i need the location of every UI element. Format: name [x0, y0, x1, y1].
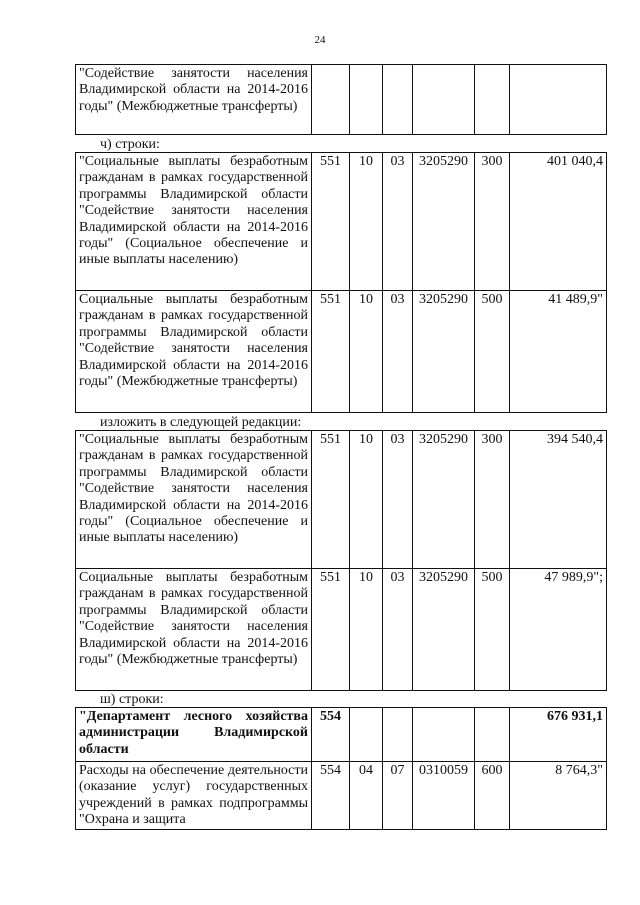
cell-ved: 554	[312, 762, 350, 830]
cell-rz: 10	[350, 153, 383, 291]
cell-vr: 300	[475, 153, 510, 291]
cell-sum: 401 040,4	[510, 153, 607, 291]
cell-ved: 551	[312, 153, 350, 291]
table-row	[76, 153, 607, 291]
cell-pr: 03	[383, 291, 413, 413]
cell-rz: 10	[350, 431, 383, 569]
cell-vr: 300	[475, 431, 510, 569]
table-continued	[75, 64, 607, 135]
row-description: "Социальные выплаты безработным гражданам в рамках государственной программы Владимирской области "Содействие занятости населения Владимирской области на 2014-2016 годы" (Социальное обеспечение и иные выплаты населению)	[76, 153, 312, 291]
cell-vr: 500	[475, 569, 510, 691]
cell-rz: 10	[350, 291, 383, 413]
cell-pr	[383, 708, 413, 762]
row-description: Социальные выплаты безработным гражданам в рамках государственной программы Владимирской области "Содействие занятости населения Владимирской области на 2014-2016 годы" (Межбюджетные трансферты)	[76, 569, 312, 691]
row-description: Расходы на обеспечение деятельности (оказание услуг) государственных учреждений в рамках подпрограммы "Охрана и защита	[76, 762, 312, 830]
cell-ved: 554	[312, 708, 350, 762]
cell-csr: 3205290	[413, 153, 475, 291]
cell-sum: 8 764,3"	[510, 762, 607, 830]
row-description: "Социальные выплаты безработным гражданам в рамках государственной программы Владимирской области "Содействие занятости населения Владимирской области на 2014-2016 годы" (Социальное обеспечение и иные выплаты населению)	[76, 431, 312, 569]
table-section-sh	[75, 707, 607, 830]
table-row	[76, 569, 607, 691]
cell-vr: 600	[475, 762, 510, 830]
cell-csr	[413, 708, 475, 762]
cell-rz	[350, 708, 383, 762]
table-row	[76, 762, 607, 830]
cell-ved: 551	[312, 569, 350, 691]
cell-sum: 41 489,9"	[510, 291, 607, 413]
section-heading: ч) строки:	[100, 137, 160, 152]
table-section-ch	[75, 152, 607, 413]
cell-pr: 03	[383, 569, 413, 691]
cell-pr: 07	[383, 762, 413, 830]
cell-rz: 04	[350, 762, 383, 830]
section-heading: ш) строки:	[100, 692, 164, 707]
cell-csr: 3205290	[413, 569, 475, 691]
cell-ved: 551	[312, 291, 350, 413]
table-row	[76, 708, 607, 762]
table-row	[76, 431, 607, 569]
row-description: Социальные выплаты безработным гражданам в рамках государственной программы Владимирской области "Содействие занятости населения Владимирской области на 2014-2016 годы" (Межбюджетные трансферты)	[76, 291, 312, 413]
cell-csr: 3205290	[413, 291, 475, 413]
cell-csr: 3205290	[413, 431, 475, 569]
row-description: "Департамент лесного хозяйства администрации Владимирской области	[76, 708, 312, 762]
cell-vr: 500	[475, 291, 510, 413]
table-row	[76, 65, 607, 135]
cell-sum: 394 540,4	[510, 431, 607, 569]
cell-vr	[475, 708, 510, 762]
cell-pr: 03	[383, 153, 413, 291]
table-section-new	[75, 430, 607, 691]
cell-pr: 03	[383, 431, 413, 569]
cell-rz: 10	[350, 569, 383, 691]
section-heading: изложить в следующей редакции:	[100, 415, 302, 430]
cell-sum: 676 931,1	[510, 708, 607, 762]
cell-sum: 47 989,9";	[510, 569, 607, 691]
cell-ved: 551	[312, 431, 350, 569]
cell-csr: 0310059	[413, 762, 475, 830]
page-number: 24	[314, 34, 326, 46]
table-row	[76, 291, 607, 413]
row-description: "Содействие занятости населения Владимирской области на 2014-2016 годы" (Межбюджетные трансферты)	[76, 65, 312, 135]
